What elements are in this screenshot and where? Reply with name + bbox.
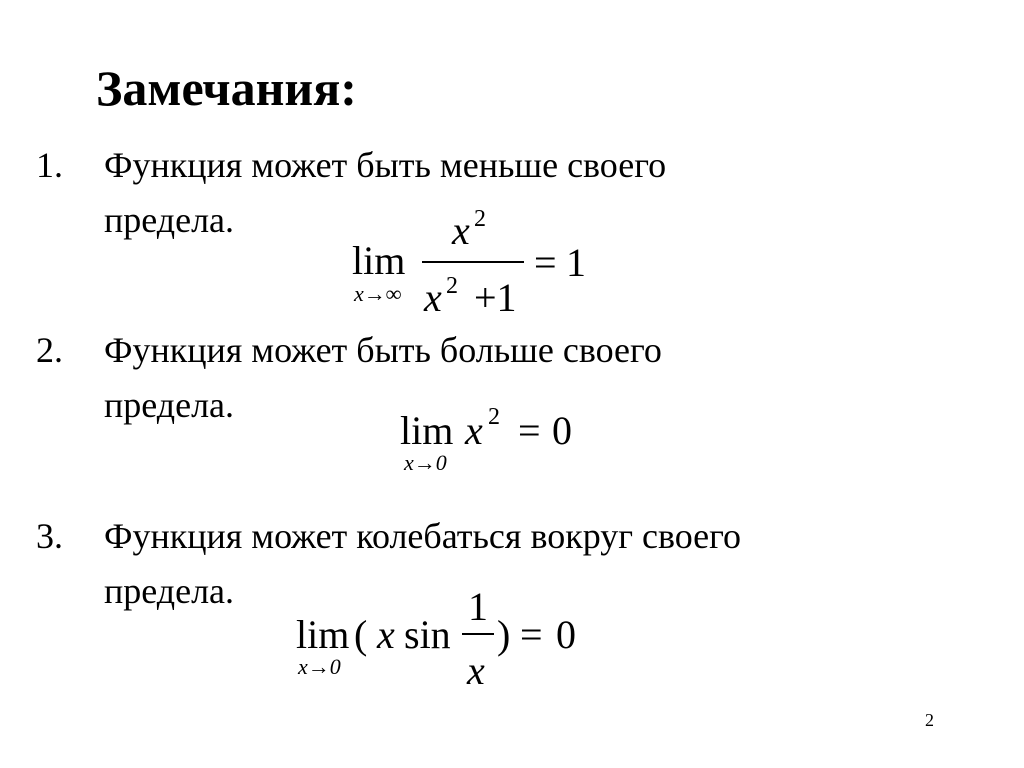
- formula-1-numerator-exponent: 2: [474, 206, 486, 232]
- remark-1-number: 1.: [36, 145, 63, 185]
- formula-2-result: 0: [552, 408, 572, 453]
- formula-1-denominator-exponent: 2: [446, 273, 458, 299]
- formula-2-exponent: 2: [488, 404, 500, 430]
- formula-2-lim: lim: [400, 408, 454, 453]
- remark-3-text-line1: Функция может колебаться вокруг своего: [104, 516, 742, 556]
- formula-3-open-paren: (: [354, 612, 368, 657]
- formula-3-equals: =: [520, 612, 543, 657]
- formula-3-sin: sin: [404, 612, 451, 657]
- remark-1-text-line1: Функция может быть меньше своего: [104, 145, 667, 185]
- formula-3-limit-subscript: x→0: [298, 654, 341, 679]
- formula-2-variable: x: [465, 408, 483, 453]
- formula-1-numerator-variable: x: [452, 208, 470, 253]
- formula-3-fraction-bar: [462, 633, 494, 635]
- formula-2-limit-subscript: x→0: [404, 450, 447, 475]
- formula-1-limit-subscript: x→∞: [354, 281, 402, 306]
- formula-3-variable: x: [377, 612, 395, 657]
- remark-1-text-line2: предела.: [104, 200, 235, 240]
- formula-2-equals: =: [518, 408, 541, 453]
- formula-1-result: 1: [566, 240, 586, 285]
- formula-1-equals: =: [534, 240, 557, 285]
- formula-1-fraction-bar: [422, 261, 524, 263]
- remark-2-text-line2: предела.: [104, 385, 235, 425]
- formula-1-lim: lim: [352, 238, 406, 283]
- formula-3-close-paren: ): [497, 612, 511, 657]
- slide-title: Замечания:: [96, 60, 357, 116]
- page-number: 2: [925, 710, 934, 730]
- remark-3-number: 3.: [36, 516, 63, 556]
- formula-3-fraction-denominator: x: [467, 648, 485, 693]
- remark-2-number: 2.: [36, 330, 63, 370]
- formula-3-result: 0: [556, 612, 576, 657]
- formula-3-lim: lim: [296, 612, 350, 657]
- remark-3-text-line2: предела.: [104, 571, 235, 611]
- remark-2-text-line1: Функция может быть больше своего: [104, 330, 662, 370]
- formula-3-fraction-numerator: 1: [468, 584, 488, 629]
- formula-1-denominator-rest: +1: [474, 275, 517, 320]
- formula-1-denominator-variable: x: [424, 275, 442, 320]
